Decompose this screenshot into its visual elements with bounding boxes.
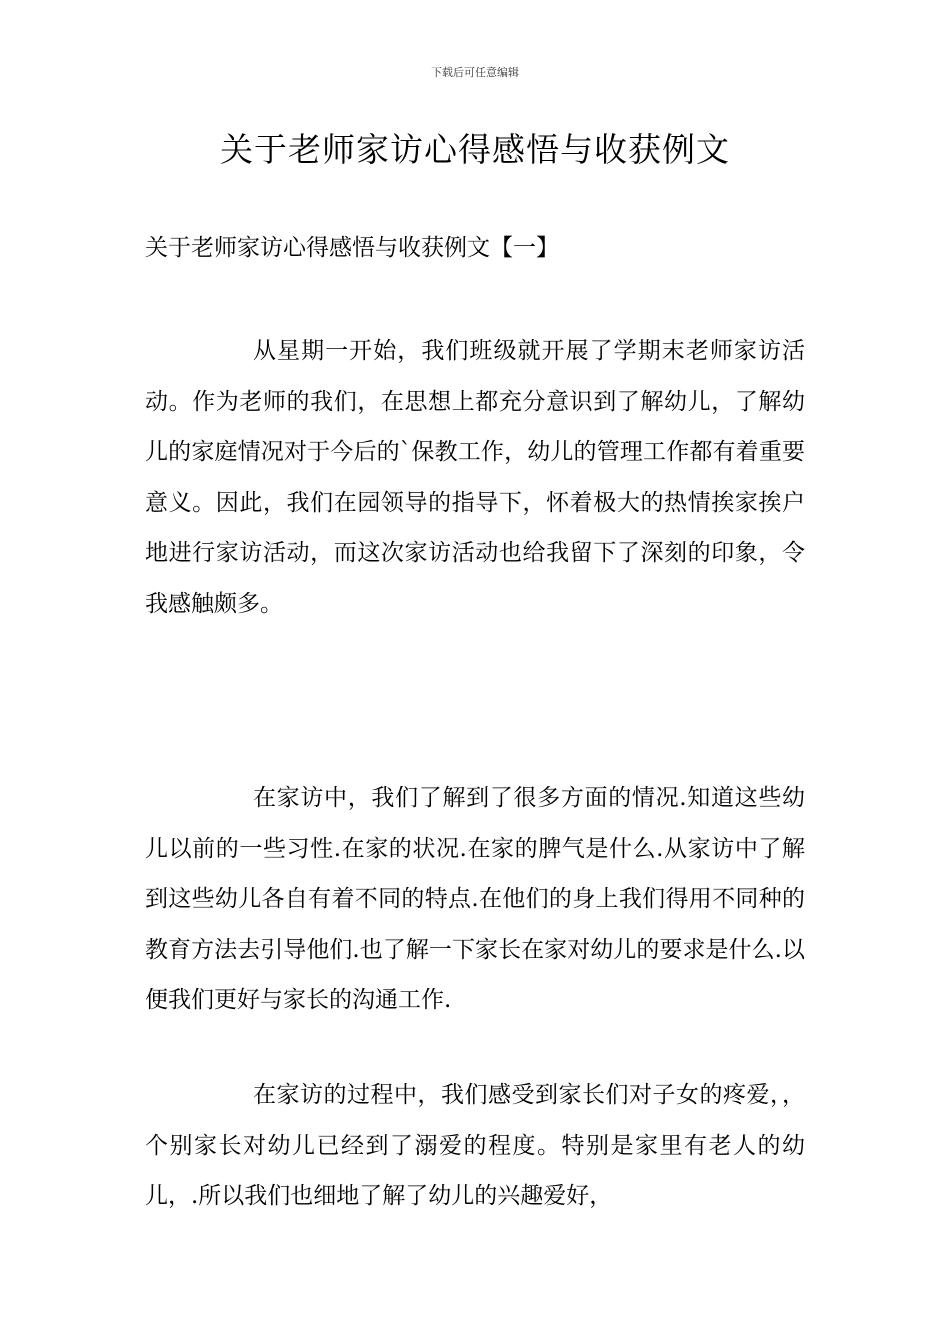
header-note: 下载后可任意编辑: [431, 66, 519, 79]
section-heading: 关于老师家访心得感悟与收获例文【一】: [145, 235, 559, 261]
document-title: 关于老师家访心得感悟与收获例文: [220, 130, 730, 169]
paragraph-3: 在家访的过程中，我们感受到家长们对子女的疼爱，，个别家长对幼儿已经到了溺爱的程度。特别是家里有老人的幼儿，.所以我们也细地了解了幼儿的兴趣爱好，: [145, 1082, 805, 1209]
paragraph-1: 从星期一开始，我们班级就开展了学期末老师家访活动。作为老师的我们，在思想上都充分意识到了解幼儿，了解幼儿的家庭情况对于今后的`保教工作，幼儿的管理工作都有着重要意义。因此，我们在园领导的指导下，怀着极大的热情挨家挨户地进行家访活动，而这次家访活动也给我留下了深刻的印象，令我感触颇多。: [145, 338, 805, 617]
paragraph-2: 在家访中，我们了解到了很多方面的情况.知道这些幼儿以前的一些习性.在家的状况.在家的脾气是什么.从家访中了解到这些幼儿各自有着不同的特点.在他们的身上我们得用不同种的教育方法去引导他们.也了解一下家长在家对幼儿的要求是什么.以便我们更好与家长的沟通工作.: [145, 785, 805, 1013]
